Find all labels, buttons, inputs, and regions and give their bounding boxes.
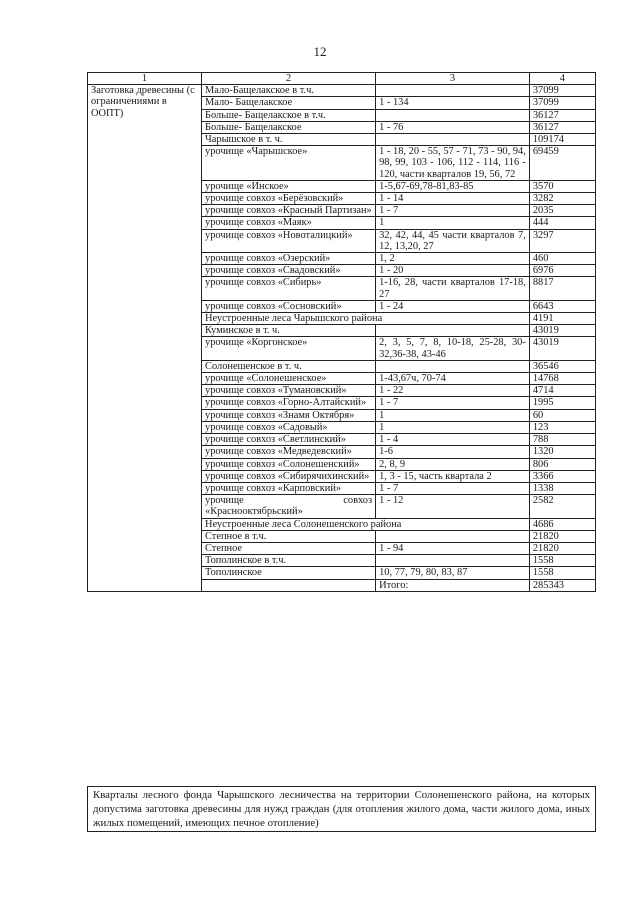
quarter-numbers: 1 - 12 bbox=[376, 495, 530, 518]
forest-area-name: Больше- Бащелакское в т.ч. bbox=[202, 109, 376, 121]
forest-area-name: урочище совхоз «Сибирячихинский» bbox=[202, 470, 376, 482]
forest-area-name: урочище совхоз «Озерский» bbox=[202, 253, 376, 265]
quarter-numbers: 1 - 4 bbox=[376, 434, 530, 446]
total-empty-cell bbox=[202, 579, 376, 591]
forest-area-name: урочище совхоз «Красный Партизан» bbox=[202, 205, 376, 217]
quarter-numbers: 2, 3, 5, 7, 8, 10-18, 25-28, 30-32,36-38, 43-46 bbox=[376, 337, 530, 360]
forest-area-name: урочище «Солонешенское» bbox=[202, 373, 376, 385]
forest-area-name: Тополинское в т.ч. bbox=[202, 555, 376, 567]
area-value: 3282 bbox=[529, 193, 595, 205]
quarter-numbers: 1 - 7 bbox=[376, 205, 530, 217]
forest-area-name: Неустроенные леса Чарышского района bbox=[202, 313, 530, 325]
quarter-numbers: 1 - 76 bbox=[376, 121, 530, 133]
area-value: 6976 bbox=[529, 265, 595, 277]
quarter-numbers: 1 - 22 bbox=[376, 385, 530, 397]
quarter-numbers bbox=[376, 109, 530, 121]
forest-area-name: Неустроенные леса Солонешенского района bbox=[202, 518, 530, 530]
area-value: 60 bbox=[529, 409, 595, 421]
area-value: 3297 bbox=[529, 229, 595, 252]
forest-area-name: Мало- Бащелакское bbox=[202, 97, 376, 109]
forest-area-name: урочище «Коргонское» bbox=[202, 337, 376, 360]
total-value: 285343 bbox=[529, 579, 595, 591]
forest-area-name: урочище совхоз «Светлинский» bbox=[202, 434, 376, 446]
quarter-numbers: 1 - 94 bbox=[376, 542, 530, 554]
area-value: 43019 bbox=[529, 337, 595, 360]
forest-area-name: урочище совхоз «Свадовский» bbox=[202, 265, 376, 277]
category-cell: Заготовка древесины (с ограничениями в ООПТ) bbox=[88, 85, 202, 592]
forest-area-name: урочище «Чарышское» bbox=[202, 146, 376, 181]
area-value: 1558 bbox=[529, 567, 595, 579]
forest-area-name: урочище совхоз «Сибирь» bbox=[202, 277, 376, 300]
table-header-row bbox=[88, 73, 596, 85]
area-value: 123 bbox=[529, 421, 595, 433]
area-value: 69459 bbox=[529, 146, 595, 181]
area-value: 3366 bbox=[529, 470, 595, 482]
quarter-numbers: 1, 2 bbox=[376, 253, 530, 265]
quarter-numbers: 1-16, 28, части кварталов 17-18, 27 bbox=[376, 277, 530, 300]
quarter-numbers bbox=[376, 530, 530, 542]
forest-area-name: Больше- Бащелакское bbox=[202, 121, 376, 133]
column-header-1: 1 bbox=[88, 73, 202, 85]
area-value: 6643 bbox=[529, 300, 595, 312]
forest-area-name: Степное bbox=[202, 542, 376, 554]
forest-area-name: урочище совхоз «Медведевский» bbox=[202, 446, 376, 458]
forest-area-name: урочище совхоз «Садовый» bbox=[202, 421, 376, 433]
area-value: 8817 bbox=[529, 277, 595, 300]
forest-area-name: урочище совхоз «Сосновский» bbox=[202, 300, 376, 312]
area-value: 36127 bbox=[529, 109, 595, 121]
quarter-numbers: 1-43,67ч, 70-74 bbox=[376, 373, 530, 385]
area-value: 1338 bbox=[529, 482, 595, 494]
area-value: 444 bbox=[529, 217, 595, 229]
area-value: 21820 bbox=[529, 542, 595, 554]
area-value: 109174 bbox=[529, 134, 595, 146]
forest-area-name: урочище совхоз «Маяк» bbox=[202, 217, 376, 229]
forest-area-name: урочище совхоз «Краснооктябрьский» bbox=[202, 495, 376, 518]
quarter-numbers: 1 bbox=[376, 409, 530, 421]
quarter-numbers: 1 - 7 bbox=[376, 397, 530, 409]
area-value: 4686 bbox=[529, 518, 595, 530]
table-row bbox=[88, 85, 596, 97]
forest-quarters-table bbox=[87, 72, 596, 592]
quarter-numbers: 1 bbox=[376, 421, 530, 433]
quarter-numbers bbox=[376, 134, 530, 146]
area-value: 806 bbox=[529, 458, 595, 470]
quarter-numbers: 1 - 18, 20 - 55, 57 - 71, 73 - 90, 94, 98, 99, 103 - 106, 112 - 114, 116 - 120, части кварталов 19, 56, 72 bbox=[376, 146, 530, 181]
area-value: 1320 bbox=[529, 446, 595, 458]
quarter-numbers: 1 - 7 bbox=[376, 482, 530, 494]
area-value: 2582 bbox=[529, 495, 595, 518]
total-label: Итого: bbox=[376, 579, 530, 591]
quarter-numbers: 1 bbox=[376, 217, 530, 229]
forest-area-name: Солонешенское в т. ч. bbox=[202, 360, 376, 372]
area-value: 3570 bbox=[529, 180, 595, 192]
quarter-numbers: 1 - 24 bbox=[376, 300, 530, 312]
quarter-numbers: 1 - 134 bbox=[376, 97, 530, 109]
quarter-numbers: 2, 8, 9 bbox=[376, 458, 530, 470]
table-footer-caption: Кварталы лесного фонда Чарышского лесничества на территории Солонешенского района, на которых допустима заготовка древесины для нужд граждан (для отопления жилого дома, части жилого дома, иных жилых помещений, имеющих печное отопление) bbox=[87, 786, 596, 832]
area-value: 36546 bbox=[529, 360, 595, 372]
quarter-numbers bbox=[376, 85, 530, 97]
area-value: 21820 bbox=[529, 530, 595, 542]
area-value: 36127 bbox=[529, 121, 595, 133]
quarter-numbers: 1, 3 - 15, часть квартала 2 bbox=[376, 470, 530, 482]
forest-area-name: урочище совхоз «Новоталицкий» bbox=[202, 229, 376, 252]
quarter-numbers: 1 - 14 bbox=[376, 193, 530, 205]
forest-area-name: урочище совхоз «Знамя Октября» bbox=[202, 409, 376, 421]
area-value: 788 bbox=[529, 434, 595, 446]
area-value: 37099 bbox=[529, 85, 595, 97]
column-header-4: 4 bbox=[529, 73, 595, 85]
area-value: 4191 bbox=[529, 313, 595, 325]
quarter-numbers: 1 - 20 bbox=[376, 265, 530, 277]
forest-area-name: Тополинское bbox=[202, 567, 376, 579]
column-header-3: 3 bbox=[376, 73, 530, 85]
quarter-numbers bbox=[376, 360, 530, 372]
column-header-2: 2 bbox=[202, 73, 376, 85]
forest-area-name: урочище совхоз «Солонешенский» bbox=[202, 458, 376, 470]
area-value: 4714 bbox=[529, 385, 595, 397]
forest-area-name: урочище «Инское» bbox=[202, 180, 376, 192]
forest-area-name: урочище совхоз «Тумановский» bbox=[202, 385, 376, 397]
page-number: 12 bbox=[313, 44, 327, 59]
area-value: 1995 bbox=[529, 397, 595, 409]
area-value: 460 bbox=[529, 253, 595, 265]
quarter-numbers: 1-5,67-69,78-81,83-85 bbox=[376, 180, 530, 192]
quarter-numbers: 32, 42, 44, 45 части кварталов 7, 12, 13,20, 27 bbox=[376, 229, 530, 252]
area-value: 1558 bbox=[529, 555, 595, 567]
area-value: 14768 bbox=[529, 373, 595, 385]
area-value: 43019 bbox=[529, 325, 595, 337]
forest-area-name: урочище совхоз «Берёзовский» bbox=[202, 193, 376, 205]
quarter-numbers: 10, 77, 79, 80, 83, 87 bbox=[376, 567, 530, 579]
forest-area-name: Чарышское в т. ч. bbox=[202, 134, 376, 146]
forest-area-name: Мало-Бащелакское в т.ч. bbox=[202, 85, 376, 97]
quarter-numbers bbox=[376, 325, 530, 337]
forest-area-name: Степное в т.ч. bbox=[202, 530, 376, 542]
area-value: 2035 bbox=[529, 205, 595, 217]
quarter-numbers: 1-6 bbox=[376, 446, 530, 458]
area-value: 37099 bbox=[529, 97, 595, 109]
forest-area-name: Куминское в т. ч. bbox=[202, 325, 376, 337]
forest-area-name: урочище совхоз «Горно-Алтайский» bbox=[202, 397, 376, 409]
quarter-numbers bbox=[376, 555, 530, 567]
forest-area-name: урочище совхоз «Карповский» bbox=[202, 482, 376, 494]
